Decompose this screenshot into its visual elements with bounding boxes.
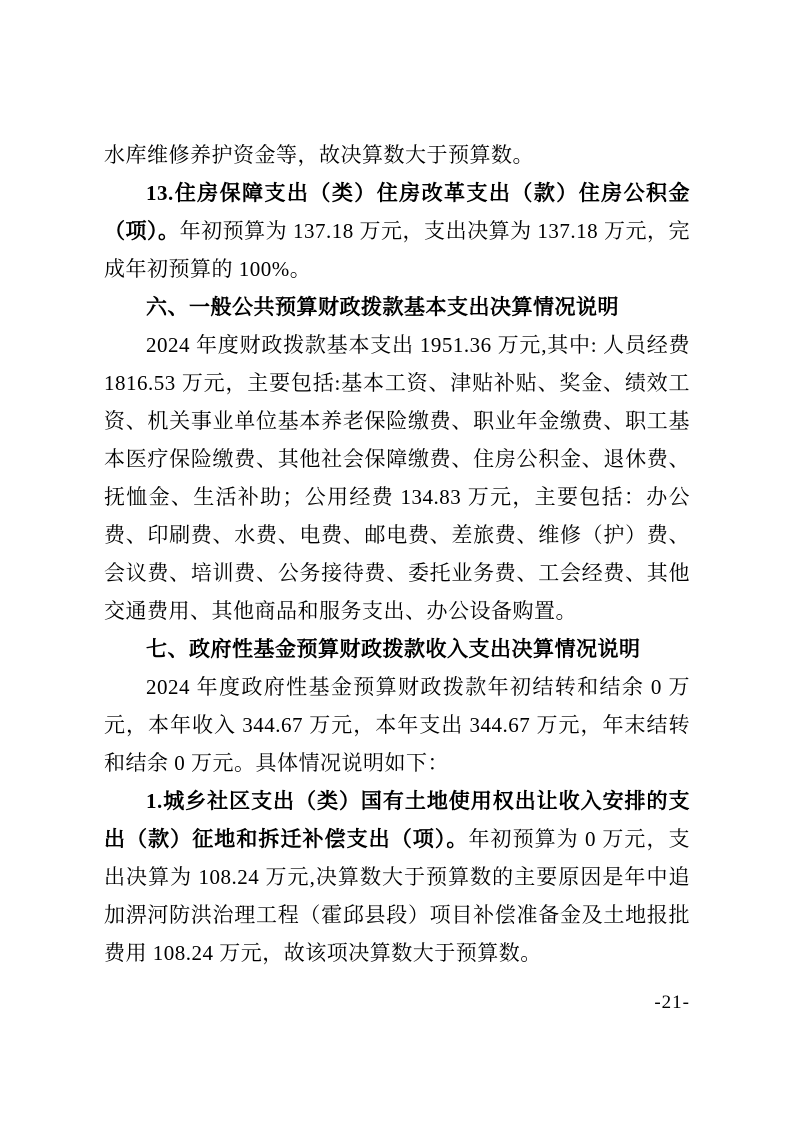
text-run: 水库维修养护资金等，故决算数大于预算数。	[104, 143, 534, 167]
paragraph	[104, 326, 690, 630]
text-run: 2024 年度财政拨款基本支出 1951.36 万元,其中: 人员经费 1816.53 万元，主要包括:基本工资、津贴补贴、奖金、绩效工资、机关事业单位基本养老保险缴费、职业年金缴费、职工基本医疗保险缴费、其他社会保障缴费、住房公积金、退休费、抚恤金、生活补助；公用经费 134.83 万元，主要包括：办公费、印刷费、水费、电费、邮电费、差旅费、维修（护）费、会议费、培训费、公务接待费、委托业务费、工会经费、其他交通费用、其他商品和服务支出、办公设备购置。	[104, 333, 690, 623]
paragraph	[104, 174, 690, 288]
text-run: 2024 年度政府性基金预算财政拨款年初结转和结余 0 万元，本年收入 344.67 万元，本年支出 344.67 万元，年末结转和结余 0 万元。具体情况说明如下：	[104, 675, 690, 775]
text-run-bold: 六、一般公共预算财政拨款基本支出决算情况说明	[146, 295, 619, 319]
paragraph	[104, 668, 690, 782]
text-run-bold: 1.城乡社区支出（类）国有土地使用权出让收入安排的支出（款）征地和拆迁补偿支出（项）。	[104, 789, 690, 851]
paragraph	[104, 288, 690, 326]
paragraph	[104, 136, 690, 174]
text-run: 年初预算为 137.18 万元，支出决算为 137.18 万元，完成年初预算的 100%。	[104, 219, 691, 281]
text-run-bold: 13.住房保障支出（类）住房改革支出（款）住房公积金（项）。	[104, 181, 690, 243]
paragraph	[104, 630, 690, 668]
page-number: -21-	[654, 992, 690, 1013]
text-run-bold: 七、政府性基金预算财政拨款收入支出决算情况说明	[146, 637, 641, 661]
paragraph	[104, 782, 690, 972]
text-run: 年初预算为 0 万元，支出决算为 108.24 万元,决算数大于预算数的主要原因是年中追加淠河防洪治理工程（霍邱县段）项目补偿准备金及土地报批费用 108.24 万元，故该项决算数大于预算数。	[104, 827, 691, 965]
document-body	[104, 136, 690, 972]
